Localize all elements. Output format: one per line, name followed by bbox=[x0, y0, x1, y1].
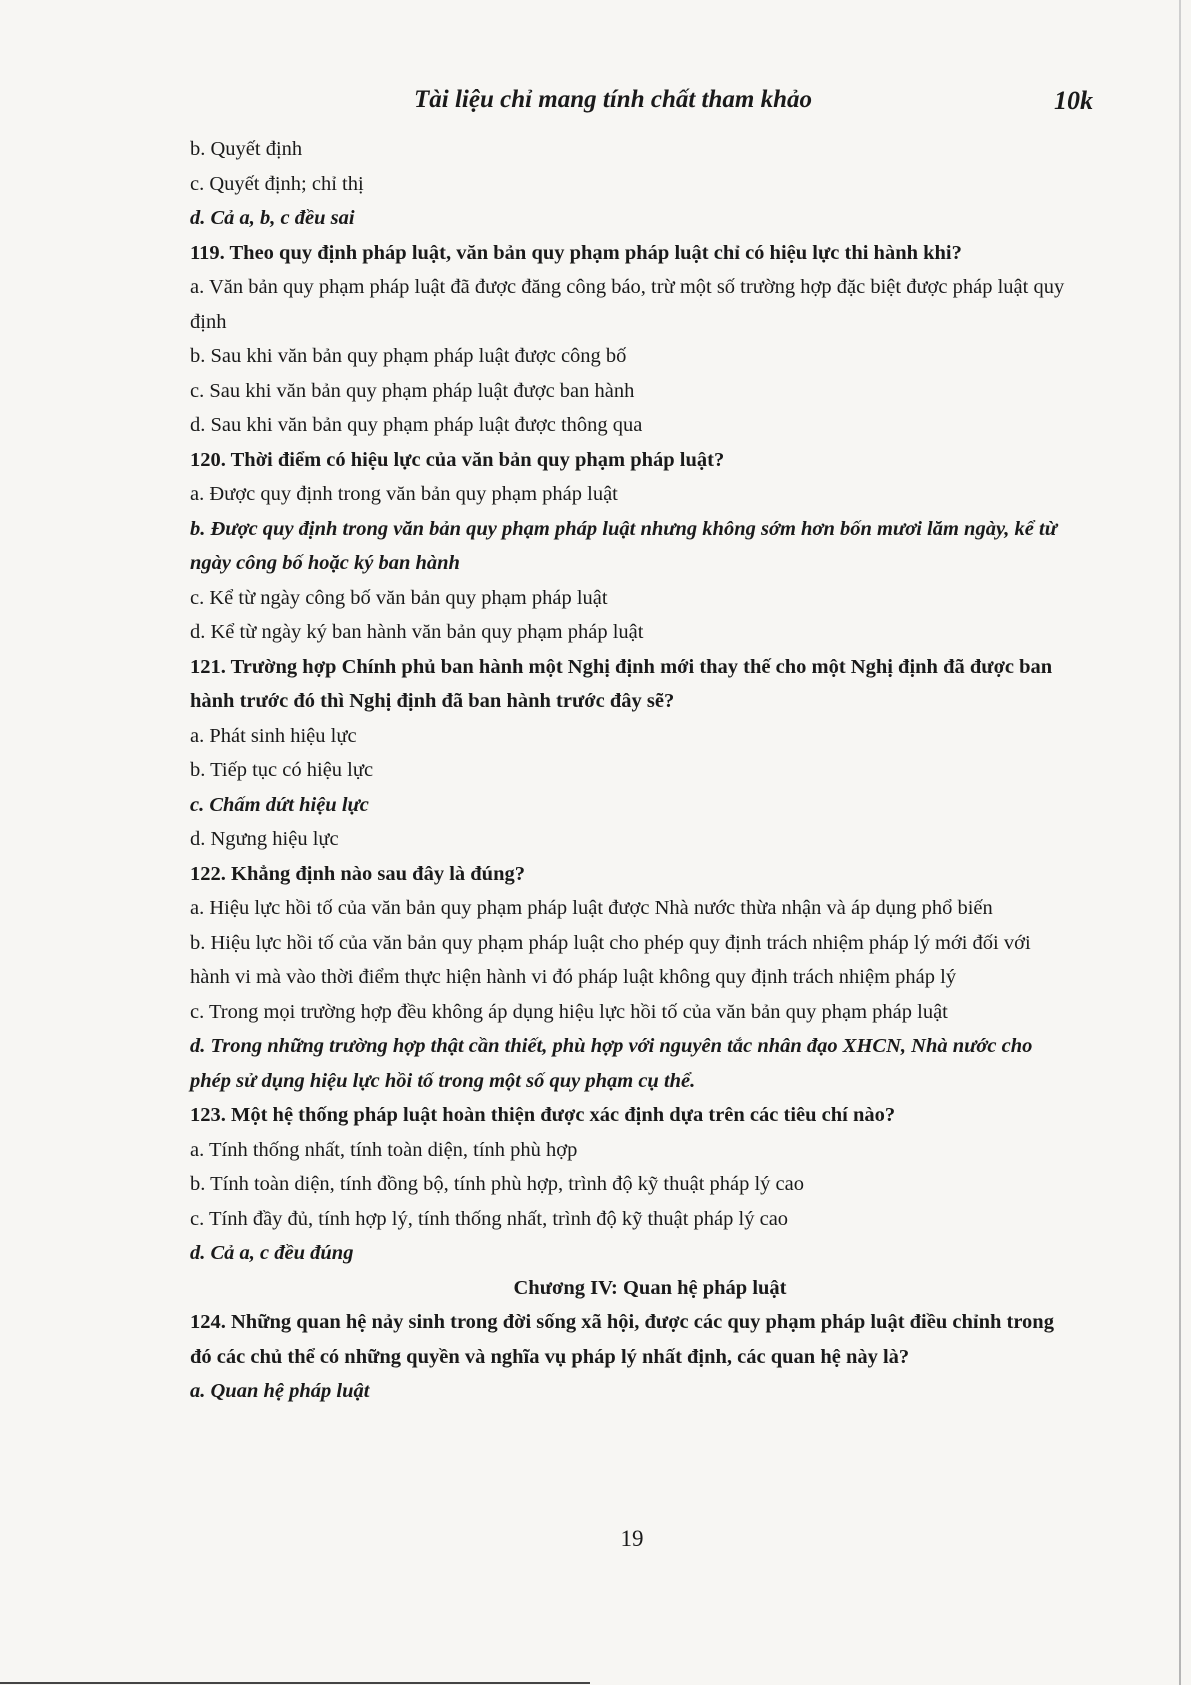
footer-rule bbox=[0, 1682, 590, 1684]
question-text: 122. Khẳng định nào sau đây là đúng? bbox=[190, 862, 525, 885]
answer-option: a. Được quy định trong văn bản quy phạm pháp luật bbox=[190, 483, 618, 505]
correct-answer: c. Chấm dứt hiệu lực bbox=[190, 793, 369, 816]
answer-option: c. Kể từ ngày công bố văn bản quy phạm pháp luật bbox=[190, 586, 608, 609]
correct-answer: b. Được quy định trong văn bản quy phạm pháp luật nhưng không sớm hơn bốn mươi lăm ngày, kể từ ngày công bố hoặc ký ban hành bbox=[190, 517, 1057, 574]
chapter-heading: Chương IV: Quan hệ pháp luật bbox=[513, 1276, 787, 1299]
page-number: 19 bbox=[620, 1526, 644, 1551]
answer-option: a. Phát sinh hiệu lực bbox=[190, 724, 357, 747]
answer-option: c. Tính đầy đủ, tính hợp lý, tính thống nhất, trình độ kỹ thuật pháp lý cao bbox=[190, 1207, 789, 1230]
answer-option: b. Tiếp tục có hiệu lực bbox=[190, 759, 374, 781]
answer-option: c. Sau khi văn bản quy phạm pháp luật được ban hành bbox=[190, 379, 635, 402]
answer-option: a. Tính thống nhất, tính toàn diện, tính phù hợp bbox=[190, 1138, 578, 1161]
question-text: 121. Trường hợp Chính phủ ban hành một Nghị định mới thay thế cho một Nghị định đã được ban hành trước đó thì Nghị định đã ban hành trước đây sẽ? bbox=[190, 655, 1053, 712]
document-body bbox=[190, 132, 1070, 1409]
answer-option: b. Sau khi văn bản quy phạm pháp luật được công bố bbox=[190, 345, 627, 367]
answer-option: c. Trong mọi trường hợp đều không áp dụng hiệu lực hồi tố của văn bản quy phạm pháp luật bbox=[190, 1000, 948, 1023]
answer-option: d. Sau khi văn bản quy phạm pháp luật được thông qua bbox=[190, 414, 643, 436]
answer-option: a. Văn bản quy phạm pháp luật đã được đăng công báo, trừ một số trường hợp đặc biệt được pháp luật quy định bbox=[190, 276, 1065, 333]
question-text: 123. Một hệ thống pháp luật hoàn thiện được xác định dựa trên các tiêu chí nào? bbox=[190, 1104, 896, 1126]
question-text: 124. Những quan hệ nảy sinh trong đời sống xã hội, được các quy phạm pháp luật điều chỉnh trong đó các chủ thể có những quyền và nghĩa vụ pháp lý nhất định, các quan hệ này là? bbox=[190, 1311, 1054, 1368]
answer-option: d. Kể từ ngày ký ban hành văn bản quy phạm pháp luật bbox=[190, 621, 644, 643]
answer-option: a. Hiệu lực hồi tố của văn bản quy phạm pháp luật được Nhà nước thừa nhận và áp dụng phổ biến bbox=[190, 897, 993, 919]
question-text: 120. Thời điểm có hiệu lực của văn bản quy phạm pháp luật? bbox=[190, 448, 725, 471]
scan-edge bbox=[1179, 0, 1181, 1685]
correct-answer: d. Cả a, c đều đúng bbox=[190, 1242, 354, 1264]
page-header bbox=[0, 86, 1191, 126]
answer-option: b. Quyết định bbox=[190, 138, 303, 160]
correct-answer: a. Quan hệ pháp luật bbox=[190, 1380, 370, 1402]
question-text: 119. Theo quy định pháp luật, văn bản quy phạm pháp luật chỉ có hiệu lực thi hành khi? bbox=[190, 241, 962, 264]
header-title: Tài liệu chỉ mang tính chất tham khảo bbox=[414, 86, 812, 113]
answer-option: b. Hiệu lực hồi tố của văn bản quy phạm pháp luật cho phép quy định trách nhiệm pháp lý mới đối với hành vi mà vào thời điểm thực hiện hành vi đó pháp luật không quy định trách nhiệm pháp lý bbox=[190, 931, 1031, 988]
correct-answer: d. Cả a, b, c đều sai bbox=[190, 207, 355, 229]
header-price: 10k bbox=[1054, 86, 1093, 115]
answer-option: b. Tính toàn diện, tính đồng bộ, tính phù hợp, trình độ kỹ thuật pháp lý cao bbox=[190, 1173, 805, 1195]
answer-option: c. Quyết định; chỉ thị bbox=[190, 172, 364, 195]
answer-option: d. Ngưng hiệu lực bbox=[190, 828, 339, 850]
correct-answer: d. Trong những trường hợp thật cần thiết, phù hợp với nguyên tắc nhân đạo XHCN, Nhà nước cho phép sử dụng hiệu lực hồi tố trong một số quy phạm cụ thể. bbox=[190, 1035, 1033, 1092]
